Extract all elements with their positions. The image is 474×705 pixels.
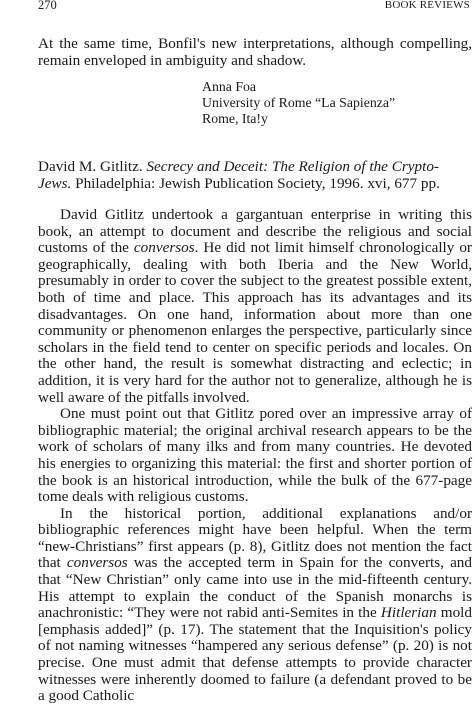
citation-title: Secrecy and Deceit: The Religion of the Crypto-Jews. [38,158,439,192]
reviewer-name: Anna Foa [202,79,257,94]
review-paragraph-2: One must point out that Gitlitz pored over an impressive array of bibliographic material; the original archival research appears to be the work of scholars of many ilks and from many countries. He devoted his energies to organizing this material: the first and shorter portion of the book is an historical introduction, while the bulk of the 677-page tome deals with religious customs. [38,405,472,506]
review-italic-term: conversos [66,554,128,572]
review-body [38,207,472,705]
review-text: was the accepted term in Spain for the converts, and that “New Christian” only came into use in the mid-fifteenth century. His attempt to explain the conduct of the Spanish monarchs is anachronistic: “They were not rabid anti-Semites in the [38,554,472,622]
reviewer-signature [202,79,395,128]
review-text: David Gitlitz undertook a gargantuan enterprise in writing this book, an attempt to document and describe the religious and social customs of the [38,206,472,257]
review-italic-term: Hitlerian [380,604,437,622]
book-citation [38,159,472,192]
citation-author: David M. Gitlitz. [38,158,143,175]
review-text: . He did not limit himself chronologically or geographically, dealing with both Iberia and the New World, presumably in order to cover the subject to the greatest possible extent, both of time and place. This approach has its advantages and its disadvantages. On one hand, information about more than one community or phenomenon enlarges the perspective, particularly since scholars in the field tend to center on specific periods and locales. On the other hand, the result is somewhat distracting and eclectic; in addition, it is very hard for the author not to generalize, although he is well aware of the pitfalls involved. [38,239,472,406]
review-paragraph-3 [38,506,472,705]
running-head: BOOK REVIEWS [384,0,470,11]
running-header [0,0,474,14]
reviewer-affiliation: University of Rome “La Sapienza” [202,95,396,111]
review-text: In the historical portion, additional explanations and/or bibliographic references might have been helpful. When the term “new-Christians” first appears (p. 8), Gitlitz does not mention the fact that [38,504,472,572]
reviewer-location: Rome, Ita!y [202,111,268,127]
citation-publication: Philadelphia: Jewish Publication Society, 1996. xvi, 677 pp. [75,174,440,192]
review-paragraph-1 [38,207,472,406]
page-number: 270 [38,0,57,12]
previous-review-closing: At the same time, Bonfil's new interpretations, although compelling, remain enveloped in ambiguity and shadow. [38,35,472,69]
review-text: mold [emphasis added]” (p. 17). The statement that the Inquisition's policy of not naming witnesses “hampered any serious defense” (p. 20) is not precise. One must admit that defense attempts to provide character witnesses were inherently doomed to failure (a defendant proved to be a good Catholic [38,604,472,705]
review-italic-term: conversos [133,239,195,257]
